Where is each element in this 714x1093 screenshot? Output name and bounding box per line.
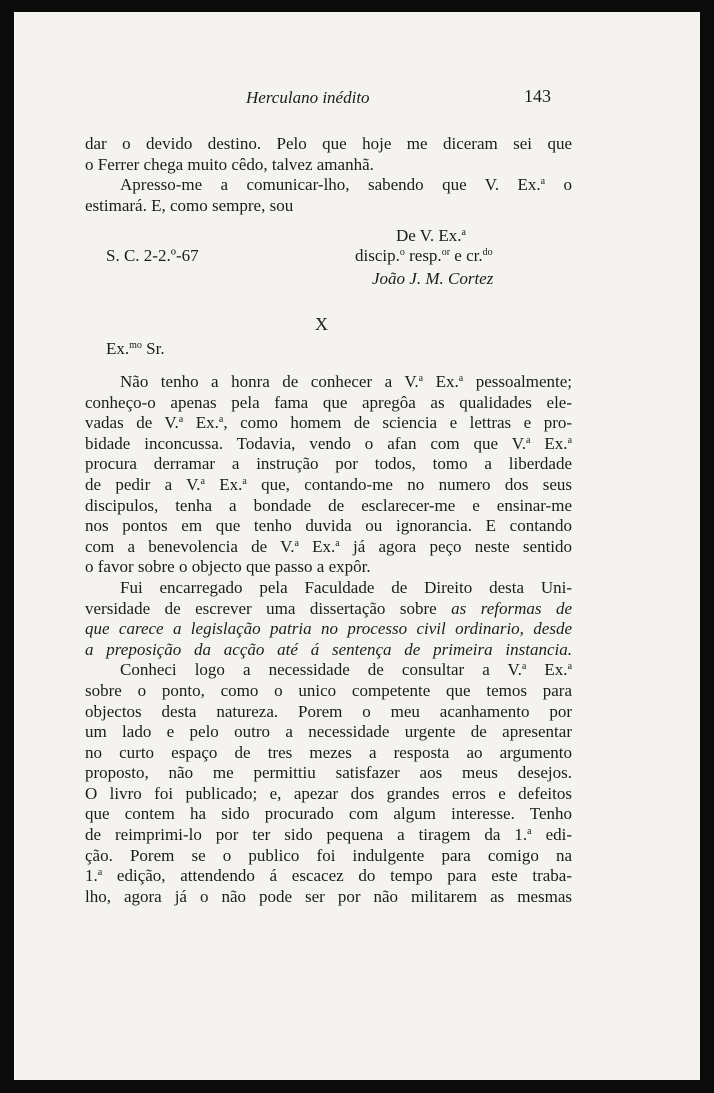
text-line: Conheci logo a necessidade de consultar a V.$^a$ Ex.$^a$	[120, 660, 573, 680]
salutation: Ex.$^{mo}$ Sr.	[106, 339, 165, 358]
text-line: vadas de V.$^a$ Ex.$^a$, como homem de sciencia e lettras e pro-	[85, 413, 573, 433]
text-line: de reimprimi-lo por ter sido pequena a tiragem da 1.$^a$ edi-	[85, 825, 572, 845]
text-line: ção. Porem se o publico foi indulgente para comigo na	[85, 845, 572, 865]
book-page	[14, 12, 700, 1080]
letter-ending	[85, 134, 572, 216]
text-line: de pedir a V.$^a$ Ex.$^a$ que, contando-me no numero dos seus	[85, 474, 573, 494]
text-line: 1.$^a$ edição, attendendo á escacez do tempo para este traba-	[85, 866, 573, 886]
page-number: 143	[524, 86, 551, 106]
letter-body	[85, 372, 572, 907]
text-line: que contem ha sido procurado com algum interesse. Tenho	[85, 804, 572, 824]
text-line: o favor sobre o objecto que passo a expôr.	[85, 557, 371, 577]
text-line: com a benevolencia de V.$^a$ Ex.$^a$ já agora peço neste sentido	[85, 536, 573, 556]
text-line: sobre o ponto, como o unico competente que temos para	[85, 680, 572, 700]
text-line: estimará. E, como sempre, sou	[85, 195, 294, 215]
text-line: no curto espaço de tres mezes a resposta ao argumento	[85, 742, 572, 762]
text-line: Não tenho a honra de conhecer a V.$^a$ Ex.$^a$ pessoalmente;	[120, 372, 572, 391]
text-line: bidade inconcussa. Todavia, vendo o afan com que V.$^a$ Ex.$^a$	[85, 433, 573, 453]
text-line: Fui encarregado pela Faculdade de Direito desta Uni-	[120, 577, 572, 597]
closing-abbrev: discip.$^o$ resp.$^{or}$ e cr.$^{do}$	[355, 246, 493, 265]
text-line: versidade de escrever uma dissertação sobre as reformas de	[85, 598, 573, 618]
signature: João J. M. Cortez	[372, 269, 494, 288]
section-number: X	[315, 314, 328, 334]
text-line: que carece a legislação patria no processo civil ordinario, desde	[85, 619, 572, 639]
running-header-title: Herculano inédito	[246, 88, 370, 107]
text-line: O livro foi publicado; e, apezar dos grandes erros e defeitos	[85, 783, 572, 803]
text-line: discipulos, tenha a bondade de esclarecer-me e ensinar-me	[85, 495, 572, 515]
text-line: objectos desta natureza. Porem o meu acanhamento por	[85, 701, 572, 721]
text-line: nos pontos em que tenho duvida ou ignorancia. E contando	[85, 516, 572, 536]
text-line: proposto, não me permittiu satisfazer aos meus desejos.	[85, 763, 572, 783]
text-line: o Ferrer chega muito cêdo, talvez amanhã.	[85, 154, 374, 174]
text-line: procura derramar a instrução por todos, tomo a liberdade	[85, 454, 572, 474]
text-line: lho, agora já o não pode ser por não militarem as mesmas	[85, 886, 572, 906]
closing-line: De V. Ex.$^a$	[396, 226, 466, 245]
letter-date: S. C. 2-2.º-67	[106, 246, 199, 265]
text-line: a preposição da acção até á sentença de primeira instancia.	[85, 639, 572, 659]
text-line: um lado e pelo outro a necessidade urgente de apresentar	[85, 722, 572, 742]
text-line: dar o devido destino. Pelo que hoje me diceram sei que	[85, 134, 572, 153]
text-line: Apresso-me a comunicar-lho, sabendo que V. Ex.$^a$ o	[120, 175, 572, 195]
text-line: conheço-o apenas pela fama que apregôa as qualidades ele-	[85, 392, 572, 412]
